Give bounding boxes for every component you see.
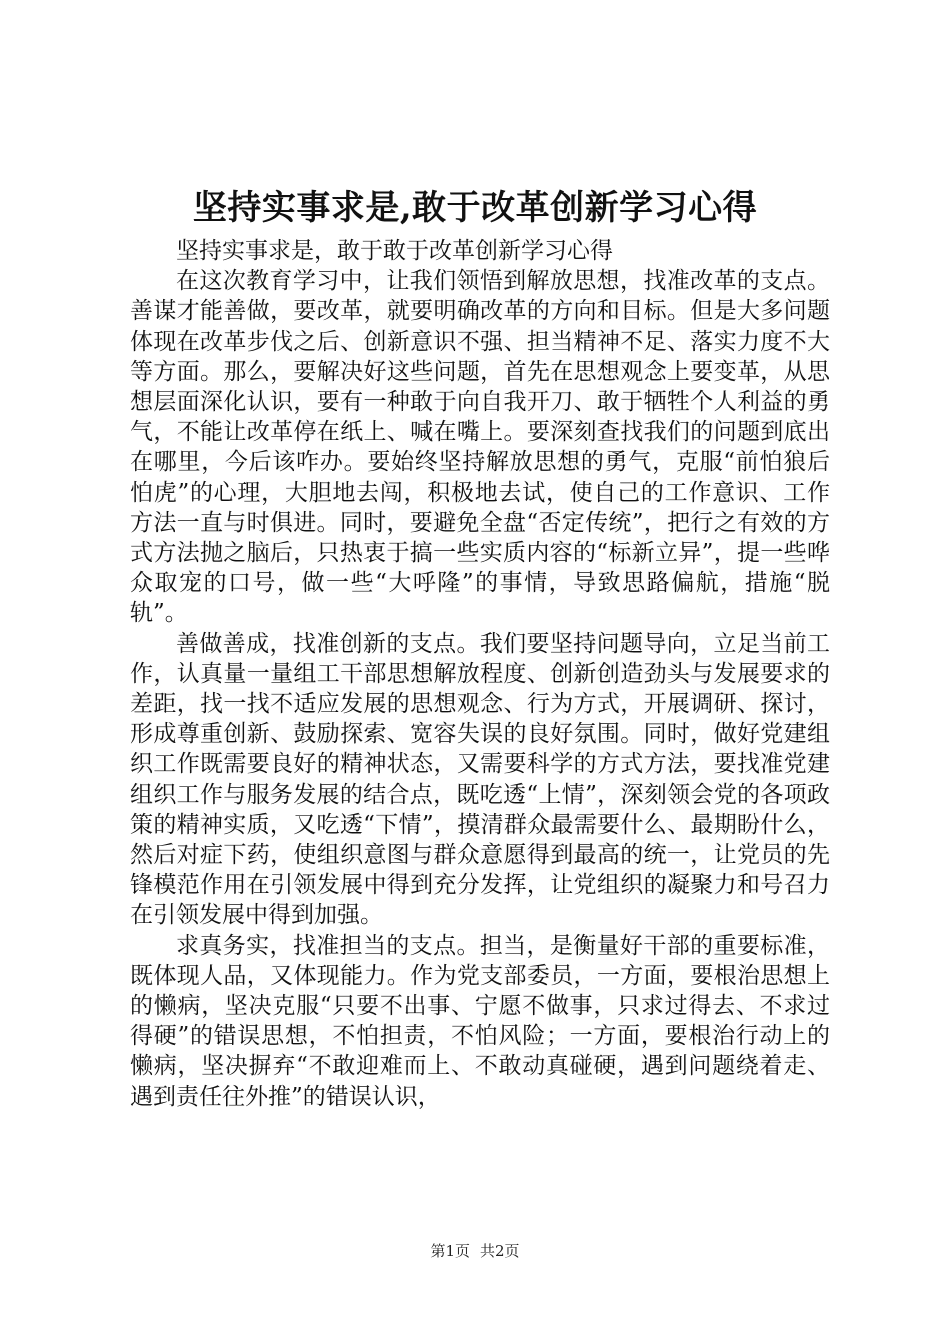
document-title: 坚持实事求是,敢于改革创新学习心得	[192, 188, 758, 228]
paragraph: 在这次教育学习中，让我们领悟到解放思想，找准改革的支点。善谋才能善做，要改革，就要明确改革的方向和目标。但是大多问题体现在改革步伐之后、创新意识不强、担当精神不足、落实力度不大等方面。那么，要解决好这些问题，首先在思想观念上要变革，从思想层面深化认识，要有一种敢于向自我开刀、敢于牺牲个人利益的勇气，不能让改革停在纸上、喊在嘴上。要深刻查找我们的问题到底出在哪里，今后该咋办。要始终坚持解放思想的勇气，克服“前怕狼后怕虎”的心理，大胆地去闯，积极地去试，使自己的工作意识、工作方法一直与时俱进。同时，要避免全盘“否定传统”，把行之有效的方式方法抛之脑后，只热衷于搞一些实质内容的“标新立异”，提一些哗众取宠的口号，做一些“大呼隆”的事情，导致思路偏航，措施“脱轨”。	[130, 268, 830, 627]
page-number: 第1页	[430, 1242, 470, 1260]
document-body	[130, 236, 830, 1112]
paragraph: 善做善成，找准创新的支点。我们要坚持问题导向，立足当前工作，认真量一量组工干部思想解放程度、创新创造劲头与发展要求的差距，找一找不适应发展的思想观念、行为方式，开展调研、探讨，形成尊重创新、鼓励探索、宽容失误的良好氛围。同时，做好党建组织工作既需要良好的精神状态，又需要科学的方式方法，要找准党建组织工作与服务发展的结合点，既吃透“上情”，深刻领会党的各项政策的精神实质，又吃透“下情”，摸清群众最需要什么、最期盼什么，然后对症下药，使组织意图与群众意愿得到最高的统一，让党员的先锋模范作用在引领发展中得到充分发挥，让党组织的凝聚力和号召力在引领发展中得到加强。	[130, 630, 830, 929]
document-subtitle: 坚持实事求是，敢于敢于改革创新学习心得	[176, 238, 613, 264]
paragraph: 求真务实，找准担当的支点。担当，是衡量好干部的重要标准，既体现人品，又体现能力。作为党支部委员，一方面，要根治思想上的懒病，坚决克服“只要不出事、宁愿不做事，只求过得去、不求过得硬”的错误思想，不怕担责，不怕风险；一方面，要根治行动上的懒病，坚决摒弃“不敢迎难而上、不敢动真碰硬，遇到问题绕着走、遇到责任往外推”的错误认识，	[130, 932, 830, 1110]
page-footer	[0, 1241, 950, 1261]
page-total: 共2页	[480, 1242, 520, 1260]
